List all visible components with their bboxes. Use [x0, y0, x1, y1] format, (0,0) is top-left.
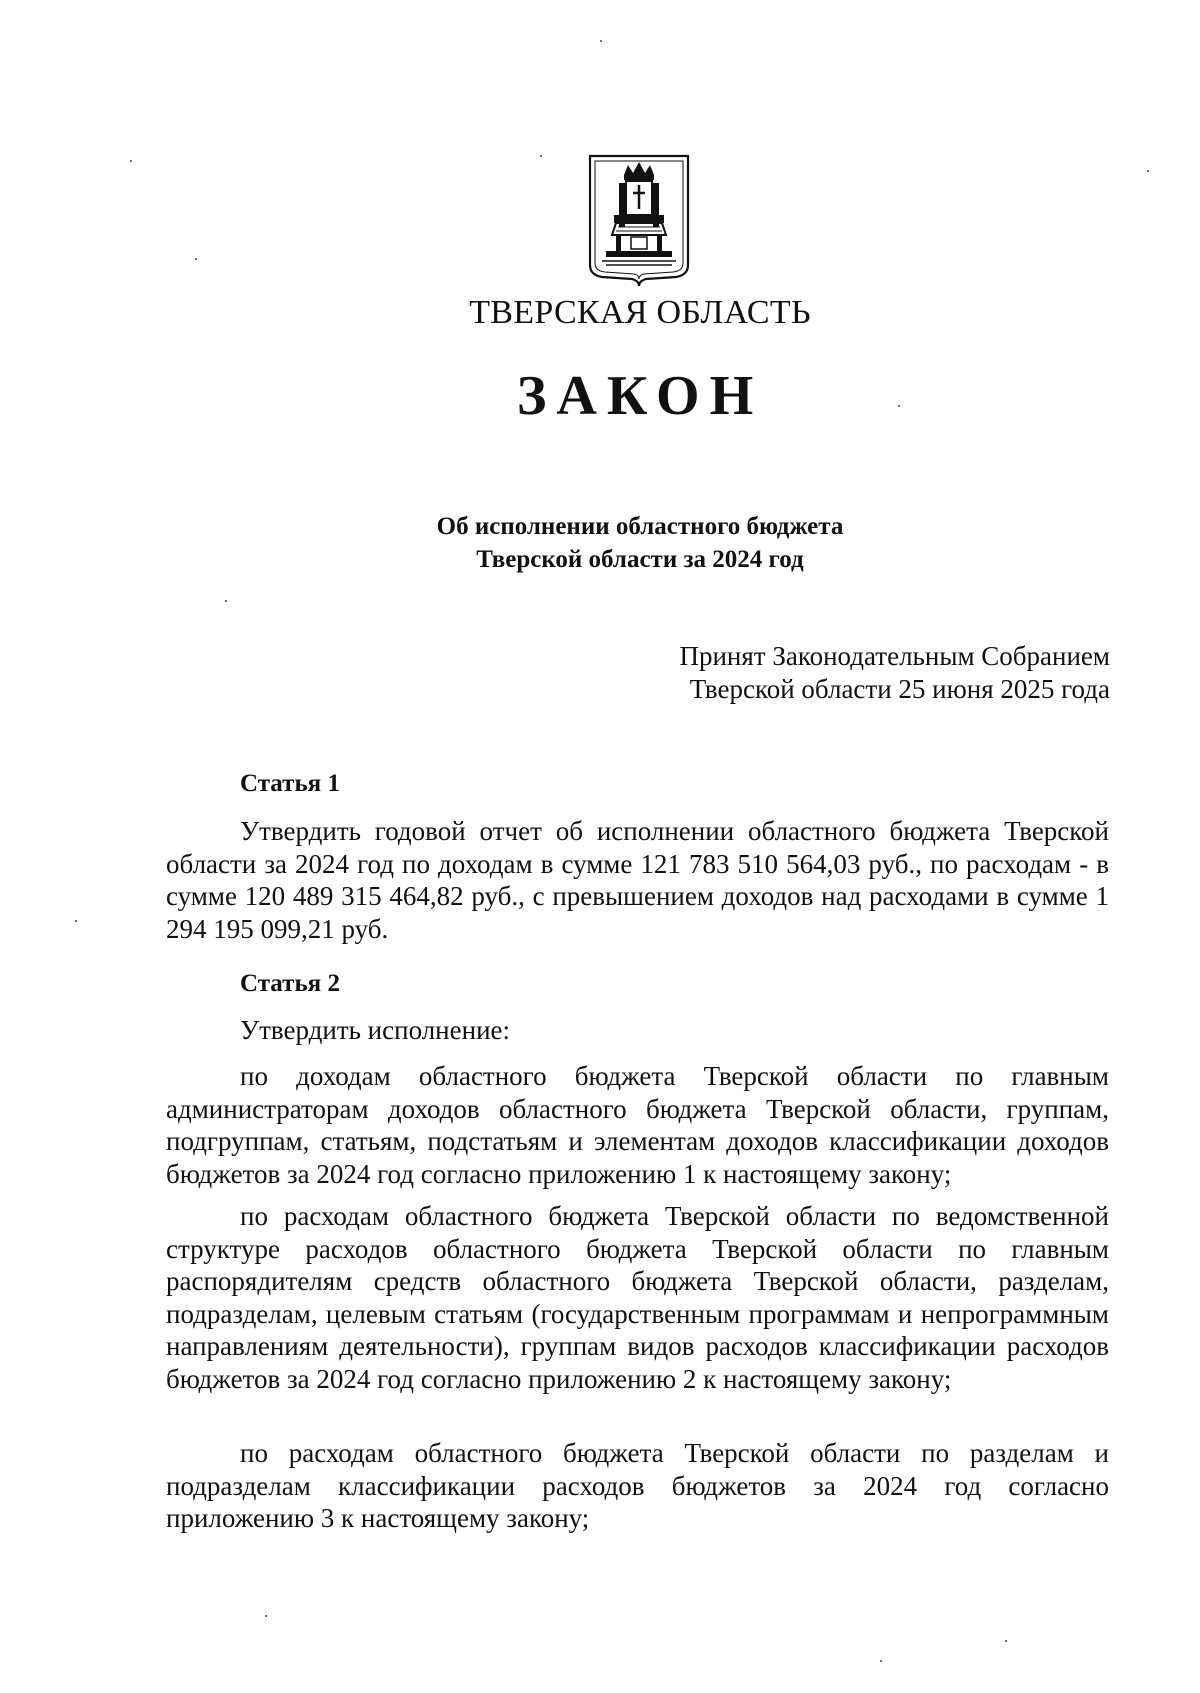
scan-speck — [898, 405, 900, 407]
article-2-item-2: по расходам областного бюджета Тверской области по ведомственной структуре расходов областного бюджета Тверской области по главным распорядителям средств областного бюджета Тверской области, разделам, подразделам, целевым статьям (государственным программам и непрограммным направлениям деятельности), группам видов расходов классификации расходов бюджетов за 2024 год согласно приложению 2 к настоящему закону; — [166, 1201, 1109, 1394]
scan-speck — [1005, 1640, 1007, 1642]
scan-speck — [225, 600, 227, 602]
law-subject — [0, 510, 1200, 576]
scan-speck — [195, 258, 197, 260]
document-type-title: ЗАКОН — [516, 365, 764, 427]
tver-coat-of-arms-icon — [586, 153, 692, 287]
subject-line-2: Тверской области за 2024 год — [476, 546, 804, 573]
subject-line-1: Об исполнении областного бюджета — [436, 513, 844, 540]
scan-speck — [1147, 170, 1149, 172]
article-1-heading: Статья 1 — [240, 770, 340, 797]
article-2-heading: Статья 2 — [240, 970, 340, 997]
scan-speck — [600, 40, 602, 42]
scan-speck — [880, 1660, 882, 1662]
region-name: ТВЕРСКАЯ ОБЛАСТЬ — [469, 294, 811, 331]
article-1-text: Утвердить годовой отчет об исполнении областного бюджета Тверской области за 2024 год по доходам в сумме 121 783 510 564,03 руб., по расходам - в сумме 120 489 315 464,82 руб., с превышением доходов над расходами в сумме 1 294 195 099,21 руб. — [166, 816, 1109, 944]
adoption-note — [679, 640, 1110, 706]
scan-speck — [75, 920, 77, 922]
adoption-line-1: Принят Законодательным Собранием — [679, 641, 1110, 671]
scan-speck — [265, 1615, 267, 1617]
scan-speck — [540, 155, 542, 157]
article-2-intro: Утвердить исполнение: — [240, 1015, 510, 1045]
scan-speck — [130, 160, 132, 162]
article-2-item-1: по доходам областного бюджета Тверской области по главным администраторам доходов областного бюджета Тверской области, группам, подгруппам, статьям, подстатьям и элементам доходов классификации доходов бюджетов за 2024 год согласно приложению 1 к настоящему закону; — [166, 1061, 1109, 1189]
article-2-item-3: по расходам областного бюджета Тверской области по разделам и подразделам классификации расходов бюджетов за 2024 год согласно приложению 3 к настоящему закону; — [166, 1438, 1109, 1533]
adoption-line-2: Тверской области 25 июня 2025 года — [689, 674, 1110, 704]
